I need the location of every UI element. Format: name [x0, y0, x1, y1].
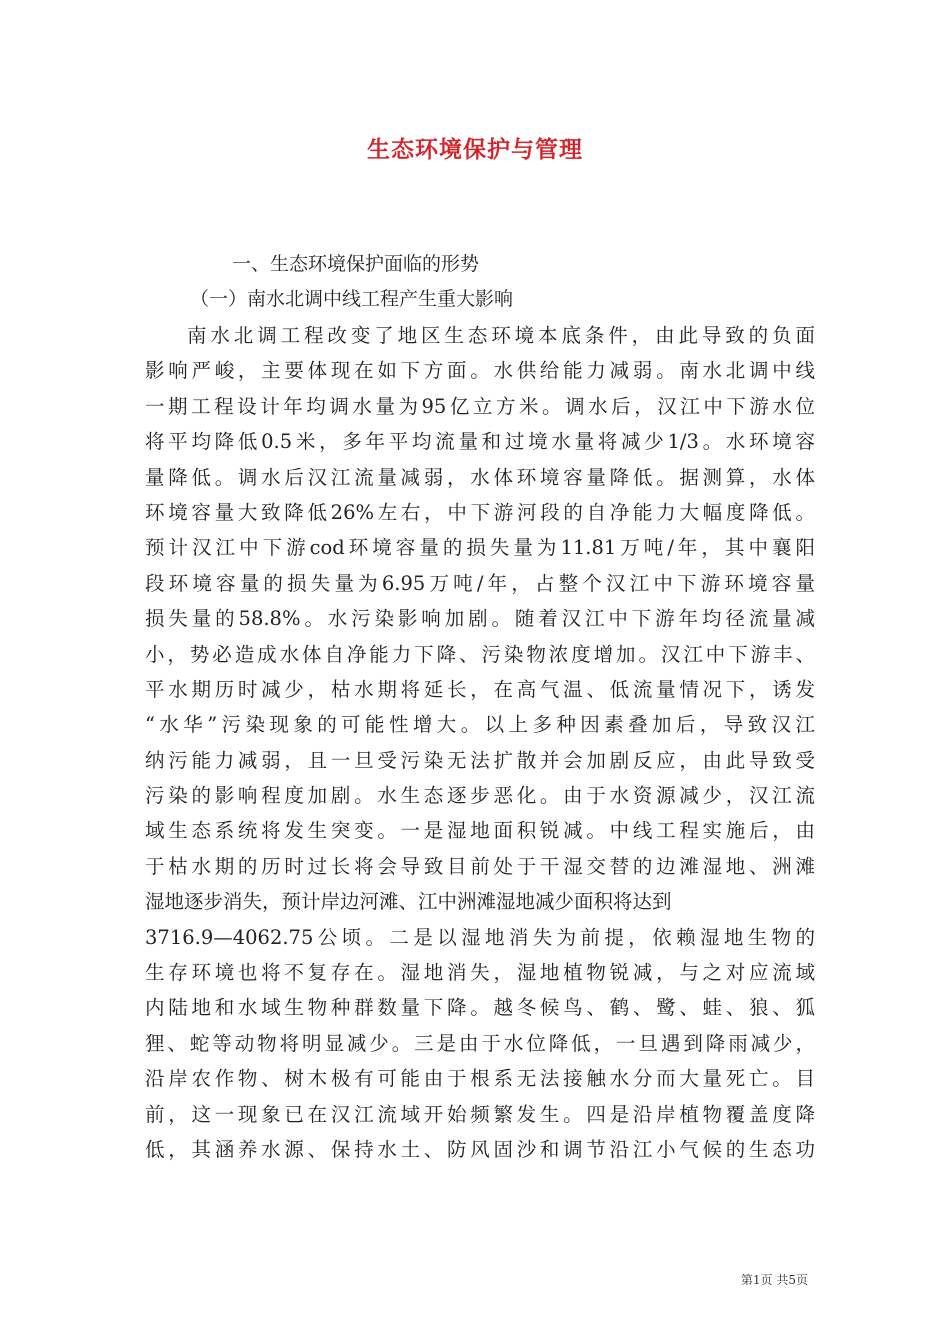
paragraph-line: 域生态系统将发生突变。一是湿地面积锐减。中线工程实施后，由	[145, 819, 815, 843]
paragraph-line: 段环境容量的损失量为6.95万吨/年，占整个汉江中下游环境容量	[145, 571, 815, 595]
paragraph-line: 一期工程设计年均调水量为95亿立方米。调水后，汉江中下游水位	[145, 394, 815, 418]
paragraph-line: 内陆地和水域生物种群数量下降。越冬候鸟、鹤、鹭、蛙、狼、狐	[145, 996, 815, 1020]
paragraph-line: 小，势必造成水体自净能力下降、污染物浓度增加。汉江中下游丰、	[145, 642, 815, 666]
paragraph-line: 低，其涵养水源、保持水土、防风固沙和调节沿江小气候的生态功	[145, 1137, 815, 1161]
paragraph-line: 预计汉江中下游cod环境容量的损失量为11.81万吨/年，其中襄阳	[145, 536, 815, 560]
paragraph-line: 环境容量大致降低26%左右，中下游河段的自净能力大幅度降低。	[145, 500, 815, 524]
paragraph-line: “水华”污染现象的可能性增大。以上多种因素叠加后，导致汉江	[145, 713, 815, 737]
paragraph-line: 将平均降低0.5米，多年平均流量和过境水量将减少1/3。水环境容	[145, 430, 815, 454]
paragraph-line: 于枯水期的历时过长将会导致目前处于干湿交替的边滩湿地、洲滩	[145, 854, 815, 878]
paragraph-line: 污染的影响程度加剧。水生态逐步恶化。由于水资源减少，汉江流	[145, 784, 815, 808]
paragraph-line: 前，这一现象已在汉江流域开始频繁发生。四是沿岸植物覆盖度降	[145, 1102, 815, 1126]
paragraph-line: 南水北调工程改变了地区生态环境本底条件，由此导致的负面	[187, 324, 815, 347]
subsection-heading: （一）南水北调中线工程产生重大影响	[190, 288, 514, 310]
paragraph-line: 影响严峻，主要体现在如下方面。水供给能力减弱。南水北调中线	[145, 359, 815, 383]
paragraph-line: 狸、蛇等动物将明显减少。三是由于水位降低，一旦遇到降雨减少，	[145, 1031, 815, 1055]
paragraph-line: 3716.9—4062.75公顷。二是以湿地消失为前提，依赖湿地生物的	[145, 925, 815, 949]
paragraph-line: 沿岸农作物、树木极有可能由于根系无法接触水分而大量死亡。目	[145, 1067, 815, 1091]
paragraph-line: 纳污能力减弱，且一旦受污染无法扩散并会加剧反应，由此导致受	[145, 748, 815, 772]
paragraph-line: 平水期历时减少，枯水期将延长，在高气温、低流量情况下，诱发	[145, 677, 815, 701]
section-heading: 一、生态环境保护面临的形势	[232, 253, 480, 275]
document-title: 生态环境保护与管理	[367, 136, 583, 163]
paragraph-line: 湿地逐步消失，预计岸边河滩、江中洲滩湿地减少面积将达到	[145, 890, 672, 914]
paragraph-line: 量降低。调水后汉江流量减弱，水体环境容量降低。据测算，水体	[145, 465, 815, 489]
paragraph-line: 生存环境也将不复存在。湿地消失，湿地植物锐减，与之对应流域	[145, 961, 815, 985]
paragraph-line: 损失量的58.8%。水污染影响加剧。随着汉江中下游年均径流量减	[145, 607, 815, 631]
page-footer: 第1页 共5页	[740, 1273, 808, 1287]
body-paragraph	[145, 318, 815, 1167]
